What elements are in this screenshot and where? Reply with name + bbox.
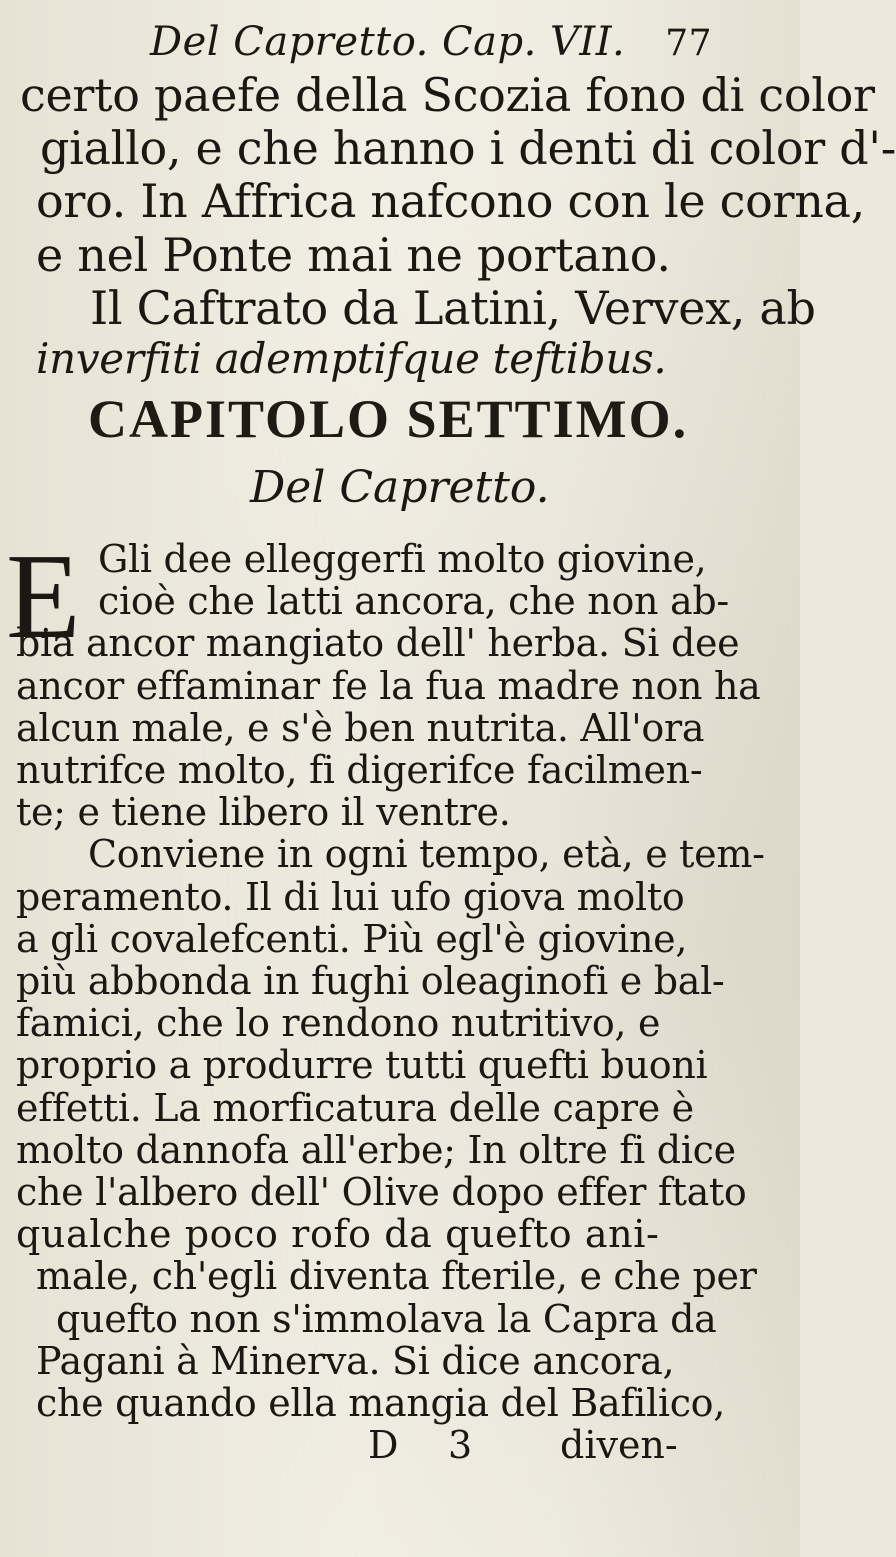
text-line: proprio a produrre tutti quefti buoni	[16, 1043, 708, 1088]
catchword: diven-	[560, 1423, 678, 1468]
text-line: più abbonda in fughi oleaginofi e bal-	[16, 959, 725, 1003]
page-number: 77	[665, 23, 713, 64]
chapter-heading: CAPITOLO SETTIMO.	[88, 389, 689, 449]
text-line: bia ancor mangiato dell' herba. Si dee	[16, 621, 740, 666]
text-line: effetti. La morficatura delle capre è	[16, 1085, 694, 1130]
running-title: Del Capretto. Cap. VII.	[150, 19, 626, 65]
text-line: molto dannofa all'erbe; In oltre fi dice	[16, 1127, 736, 1172]
text-line: inverfiti ademptifque teftibus.	[36, 334, 667, 383]
text-line: ancor effaminar fe la fua madre non ha	[16, 663, 761, 708]
text-line: Il Caftrato da Latini, Vervex, ab	[90, 280, 816, 335]
text-line: e nel Ponte mai ne portano.	[36, 227, 671, 282]
text-line: oro. In Affrica nafcono con le corna,	[36, 174, 865, 229]
text-line: a gli covalefcenti. Più egl'è giovine,	[16, 916, 688, 961]
text-line: certo paefe della Scozia fono di color	[20, 68, 875, 122]
drop-cap: E	[6, 529, 81, 664]
text-line: Conviene in ogni tempo, età, e tem-	[88, 832, 765, 877]
text-line: nutrifce molto, fi digerifce facilmen-	[16, 748, 703, 792]
signature-mark: D	[368, 1423, 399, 1468]
text-line: che l'albero dell' Olive dopo effer ftato	[16, 1170, 747, 1214]
text-line: alcun male, e s'è ben nutrita. All'ora	[16, 705, 705, 750]
text-line: qualche poco rofo da quefto ani-	[16, 1212, 660, 1257]
running-header	[150, 19, 713, 65]
chapter-subheading: Del Capretto.	[250, 462, 550, 513]
text-line: che quando ella mangia del Bafilico,	[36, 1381, 726, 1425]
text-line: famici, che lo rendono nutritivo, e	[16, 1001, 661, 1046]
text-line: Pagani à Minerva. Si dice ancora,	[36, 1338, 675, 1383]
text-line: quefto non s'immolava la Capra da	[56, 1296, 717, 1341]
text-line: male, ch'egli diventa fterile, e che per	[36, 1254, 757, 1299]
text-line: peramento. Il di lui ufo giova molto	[16, 874, 685, 919]
text-line: Gli dee elleggerfi molto giovine,	[98, 537, 707, 581]
signature-number: 3	[448, 1423, 473, 1468]
text-line: te; e tiene libero il ventre.	[16, 790, 511, 835]
text-line: cioè che latti ancora, che non ab-	[98, 579, 729, 624]
text-line: giallo, e che hanno i denti di color d'-	[40, 121, 896, 176]
